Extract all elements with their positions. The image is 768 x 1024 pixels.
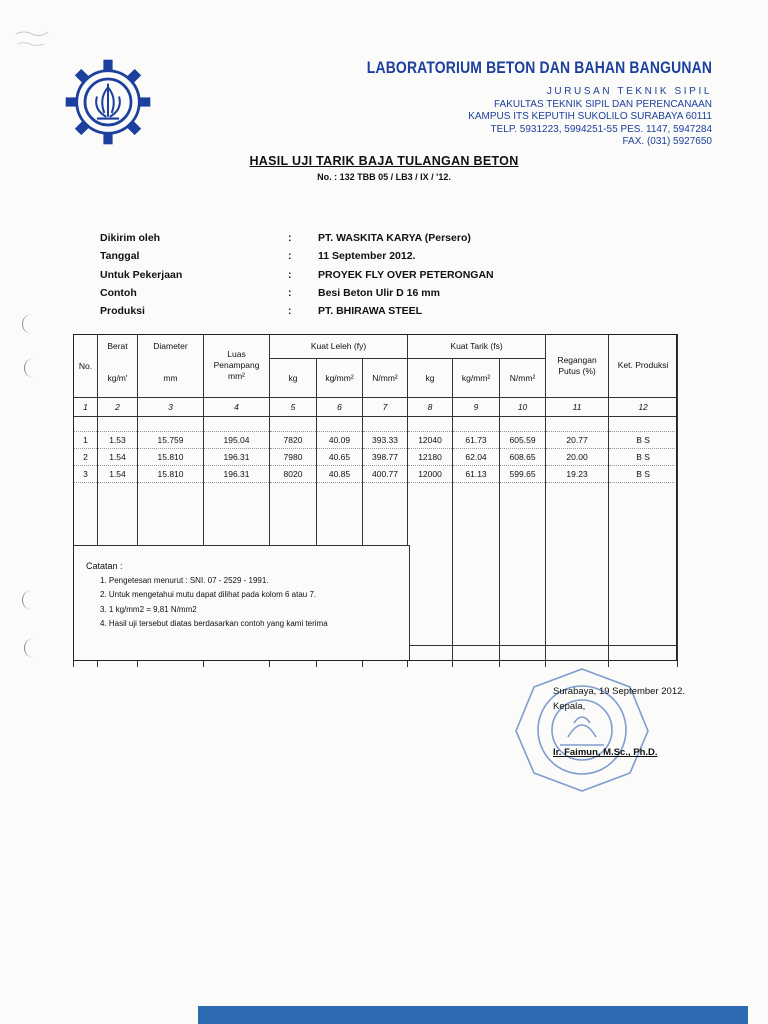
table-cell: 1 bbox=[74, 432, 98, 449]
header-berat-unit: kg/m' bbox=[98, 359, 138, 398]
binder-hole-icon bbox=[24, 638, 39, 658]
info-row bbox=[100, 284, 618, 302]
its-logo-icon bbox=[62, 56, 154, 148]
info-sep: : bbox=[288, 268, 292, 281]
table-cell: 19.23 bbox=[546, 466, 609, 483]
table-cell: 393.33 bbox=[363, 432, 408, 449]
table-cell: 7980 bbox=[270, 449, 317, 466]
table-cell: 2 bbox=[74, 449, 98, 466]
notes-item: 4. Hasil uji tersebut diatas berdasarkan contoh yang kami terima bbox=[100, 619, 328, 628]
spacer-row bbox=[74, 417, 678, 432]
table-cell: 40.85 bbox=[317, 466, 363, 483]
info-key: Produksi bbox=[100, 305, 145, 318]
divider bbox=[410, 645, 676, 646]
table-cell: B S bbox=[609, 449, 678, 466]
footer-bar bbox=[198, 1006, 748, 1024]
info-row bbox=[100, 266, 618, 284]
table-cell: 12040 bbox=[408, 432, 453, 449]
signer-name: Ir. Faimun, M.Sc., Ph.D. bbox=[553, 747, 658, 758]
phone-numbers: TELP. 5931223, 5994251-55 PES. 1147, 5947284 bbox=[490, 123, 712, 135]
header-leleh-kg: kg bbox=[270, 359, 317, 398]
header-leleh-kgmm: kg/mm² bbox=[317, 359, 363, 398]
header-kuat-leleh: Kuat Leleh (fy) bbox=[270, 334, 408, 359]
info-sep: : bbox=[288, 305, 292, 318]
info-value: PT. BHIRAWA STEEL bbox=[318, 305, 423, 318]
table-cell: 15.759 bbox=[138, 432, 204, 449]
header-no: No. bbox=[74, 334, 98, 398]
table-cell: B S bbox=[609, 466, 678, 483]
header-luas bbox=[204, 334, 270, 398]
col-number: 1 bbox=[74, 398, 98, 417]
empty-row bbox=[74, 483, 678, 554]
col-number: 9 bbox=[453, 398, 500, 417]
header-kuat-tarik: Kuat Tarik (fs) bbox=[408, 334, 546, 359]
info-value: 11 September 2012. bbox=[318, 250, 416, 263]
column-number-row bbox=[74, 398, 678, 417]
info-row bbox=[100, 247, 618, 265]
table-row bbox=[74, 449, 678, 466]
document-title: HASIL UJI TARIK BAJA TULANGAN BETON bbox=[249, 154, 519, 168]
header-tarik-kg: kg bbox=[408, 359, 453, 398]
table-cell: 1.54 bbox=[98, 449, 138, 466]
campus-address: KAMPUS ITS KEPUTIH SUKOLILO SURABAYA 60111 bbox=[468, 111, 712, 122]
info-value: PT. WASKITA KARYA (Persero) bbox=[318, 232, 471, 244]
table-cell: 20.77 bbox=[546, 432, 609, 449]
notes-item: 2. Untuk mengetahui mutu dapat dilihat pada kolom 6 atau 7. bbox=[100, 590, 317, 599]
col-number: 10 bbox=[500, 398, 546, 417]
table-cell: 400.77 bbox=[363, 466, 408, 483]
col-number: 7 bbox=[363, 398, 408, 417]
table-cell: 61.73 bbox=[453, 432, 500, 449]
table-cell: 195.04 bbox=[204, 432, 270, 449]
lab-name: LABORATORIUM BETON DAN BAHAN BANGUNAN bbox=[366, 58, 712, 77]
col-number: 11 bbox=[546, 398, 609, 417]
table-cell: 605.59 bbox=[500, 432, 546, 449]
table-cell: 196.31 bbox=[204, 449, 270, 466]
info-sep: : bbox=[288, 250, 292, 263]
binder-hole-icon bbox=[22, 314, 37, 334]
info-sep: : bbox=[288, 232, 292, 244]
col-number: 6 bbox=[317, 398, 363, 417]
header-luas-label: Luas Penampang bbox=[213, 349, 260, 370]
info-value: Besi Beton Ulir D 16 mm bbox=[318, 286, 440, 299]
notes-item: 1. Pengetesan menurut : SNI. 07 - 2529 - 1991. bbox=[100, 575, 269, 585]
header-diameter-unit: mm bbox=[138, 359, 204, 398]
col-number: 12 bbox=[609, 398, 678, 417]
table-cell: 40.09 bbox=[317, 432, 363, 449]
notes-block bbox=[86, 559, 328, 632]
info-value: PROYEK FLY OVER PETERONGAN bbox=[318, 268, 494, 281]
table-cell: 1.54 bbox=[98, 466, 138, 483]
col-number: 3 bbox=[138, 398, 204, 417]
header-ket: Ket. Produksi bbox=[609, 334, 678, 398]
info-row bbox=[100, 229, 618, 247]
info-key: Tanggal bbox=[100, 250, 140, 263]
table-cell: 1.53 bbox=[98, 432, 138, 449]
table-row bbox=[74, 466, 678, 483]
table-cell: 62.04 bbox=[453, 449, 500, 466]
col-number: 8 bbox=[408, 398, 453, 417]
header-leleh-nmm: N/mm² bbox=[363, 359, 408, 398]
table-cell: 3 bbox=[74, 466, 98, 483]
info-key: Untuk Pekerjaan bbox=[100, 268, 183, 281]
table-cell: 196.31 bbox=[204, 466, 270, 483]
header-tarik-nmm: N/mm² bbox=[500, 359, 546, 398]
table-cell: 61.13 bbox=[453, 466, 500, 483]
header-tarik-kgmm: kg/mm² bbox=[453, 359, 500, 398]
header-berat: Berat bbox=[98, 334, 138, 359]
table-cell: 12000 bbox=[408, 466, 453, 483]
table-cell: 20.00 bbox=[546, 449, 609, 466]
dept-name: JURUSAN TEKNIK SIPIL bbox=[546, 86, 712, 97]
table-cell: 15.810 bbox=[138, 466, 204, 483]
binder-hole-icon bbox=[24, 358, 39, 378]
header-regangan: Regangan Putus (%) bbox=[546, 334, 609, 398]
notes-item: 3. 1 kg/mm2 = 9,81 N/mm2 bbox=[100, 604, 197, 614]
col-number: 5 bbox=[270, 398, 317, 417]
table-cell: 12180 bbox=[408, 449, 453, 466]
info-key: Contoh bbox=[100, 286, 137, 299]
signer-role: Kepala, bbox=[553, 701, 586, 712]
table-cell: 608.65 bbox=[500, 449, 546, 466]
table-cell: 599.65 bbox=[500, 466, 546, 483]
table-cell: 15.810 bbox=[138, 449, 204, 466]
table-row bbox=[74, 432, 678, 449]
info-key: Dikirim oleh bbox=[100, 232, 161, 244]
place-date: Surabaya, 19 September 2012. bbox=[553, 686, 686, 697]
header-diameter: Diameter bbox=[138, 334, 204, 359]
col-number: 2 bbox=[98, 398, 138, 417]
table-cell: 7820 bbox=[270, 432, 317, 449]
pencil-scribble-icon bbox=[12, 24, 52, 54]
table-cell: 8020 bbox=[270, 466, 317, 483]
table-cell: 40.65 bbox=[317, 449, 363, 466]
address-block bbox=[468, 86, 712, 149]
table-cell: B S bbox=[609, 432, 678, 449]
notes-title: Catatan : bbox=[86, 561, 123, 571]
table-cell: 398.77 bbox=[363, 449, 408, 466]
signature-block bbox=[553, 684, 686, 758]
info-sep: : bbox=[288, 286, 292, 299]
faculty-name: FAKULTAS TEKNIK SIPIL DAN PERENCANAAN bbox=[493, 98, 712, 110]
fax-number: FAX. (031) 5927650 bbox=[622, 136, 712, 147]
header-luas-unit: mm² bbox=[228, 371, 245, 381]
info-block bbox=[100, 229, 618, 320]
binder-hole-icon bbox=[22, 590, 37, 610]
info-row bbox=[100, 302, 618, 320]
document-number: No. : 132 TBB 05 / LB3 / IX / '12. bbox=[317, 172, 451, 182]
col-number: 4 bbox=[204, 398, 270, 417]
